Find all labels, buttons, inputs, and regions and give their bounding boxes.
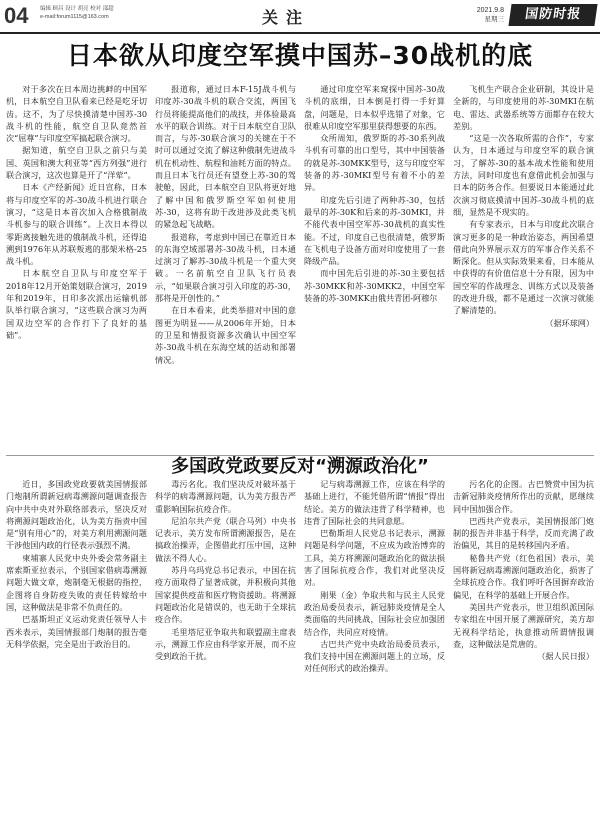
article1-body xyxy=(6,83,594,451)
paragraph: 据知道，航空自卫队之前只与美国、英国和澳大利亚等“西方列强”进行联合演习，这次也算是开了“洋荤”。 xyxy=(6,145,147,181)
article1-column-3 xyxy=(304,83,445,451)
section-title: 关注 xyxy=(262,8,311,27)
paragraph: 巴西共产党表示，美国情报部门炮制的报告并非基于科学，反而充满了政治偏见，其目的是转移国内矛盾。 xyxy=(453,515,594,551)
paragraph: 美国共产党表示，世卫组织派国际专家组在中国开展了溯源研究，美方却无视科学结论，执意推动所谓情报调查，这种做法是荒唐的。 xyxy=(453,601,594,649)
paragraph: 报道称，通过日本F-15J战斗机与印度苏-30战斗机的联合交流，两国飞行员将能提高他们的战技，并体验最高水平的联合训练。对于日本航空自卫队而言，与苏-30联合演习的关键在于不时可以通过交流了解这种俄制先进战斗机在机动性、航程和油耗方面的特点。而且日本飞行员还有望登上苏-30的驾驶舱，因此，日本航空自卫队将更好地了解中国和俄罗斯空军如何使用苏-30，这将有助于改进涉及此类飞机的紧急起飞战略。 xyxy=(155,84,296,230)
paragraph: 柬埔寨人民党中央外委会常务副主席索斯亚拉表示，个别国家借病毒溯源问题大做文章，炮制毫无根据的指控，企图将自身防疫失败的责任转嫁给中国，这种做法是非常不负责任的。 xyxy=(6,552,147,612)
paragraph: 近日，多国政党政要就美国情报部门炮制所谓新冠病毒溯源问题调查报告向中共中央对外联络部表示，坚决反对将溯源问题政治化，认为美方指责中国是“别有用心”的，对美方利用溯源问题干涉他国内政的行径表示强烈不满。 xyxy=(6,479,147,551)
page-number: 04 xyxy=(4,3,29,28)
paragraph: 苏丹乌玛党总书记表示，中国在抗疫方面取得了显著成就，并积极向其他国家提供疫苗和医疗物资援助。将溯源问题政治化是错误的，也无助于全球抗疫合作。 xyxy=(155,565,296,625)
paragraph: 众所周知，俄罗斯的苏-30系列战斗机有可靠的出口型号，其中中国装备的就是苏-30MKK型号，这与印度空军装备的苏-30MKI型号有着不小的差异。 xyxy=(304,133,445,193)
paragraph: 巴勒斯坦人民党总书记表示，溯源问题是科学问题，不应成为政治博弈的工具，美方将溯源问题政治化的做法损害了国际抗疫合作，我们对此坚决反对。 xyxy=(304,528,445,588)
paragraph: “这是一次各取所需的合作”，专家认为，日本通过与印度空军的联合演习，了解苏-30的基本战术性能和使用方法，同时印度也有意借此机会加强与日本的防务合作。但要说日本能通过此次演习彻底摸清中国苏-30战斗机的底细，显然是不现实的。 xyxy=(453,133,594,217)
paragraph: 毛里塔尼亚争取共和联盟副主席表示，溯源工作应由科学家开展，而不应受到政治干扰。 xyxy=(155,626,296,662)
paragraph: 有专家表示，日本与印度此次联合演习更多的是一种政治姿态，两国希望借此向外界展示双方的军事合作关系不断深化。但从实际效果来看，日本能从中获得的有价值信息十分有限，因为中国空军的作战理念、训练方式以及装备的改进升级，都不是通过一次演习就能了解清楚的。 xyxy=(453,219,594,316)
paragraph: 记与病毒溯源工作，应该在科学的基础上进行，不能凭借所谓“情报”得出结论。美方的做法违背了科学精神，也违背了国际社会的共同意愿。 xyxy=(304,479,445,526)
article1-byline: （据环球网） xyxy=(545,317,594,328)
paragraph: 印度先后引进了两种苏-30，包括最早的苏-30K和后来的苏-30MKI，并不能代表中国空军苏-30战机的真实性能。不过，印度自己也很清楚，俄罗斯在飞机电子设备方面对印度使用了一套降级产品。 xyxy=(304,194,445,267)
paragraph: 秘鲁共产党（红色祖国）表示，美国将新冠病毒溯源问题政治化，损害了全球抗疫合作。我们呼吁各国摒弃政治偏见，在科学的基础上开展合作。 xyxy=(453,552,594,600)
paragraph: 对于多次在日本周边挑衅的中国军机，日本航空自卫队看来已经是吃牙切齿。这不，为了尽快摸清楚中国苏-30战斗机的性能，航空自卫队竟然首次“屈尊”与印度空军搞起联合演习。 xyxy=(6,84,147,144)
paragraph: 飞机生产联合企业研制，其设计是全新的，与印度使用的苏-30MKI在航电、雷达、武器系统等方面都存在较大差别。 xyxy=(453,84,594,131)
paragraph: 在日本看来，此类举措对中国的意图更为明显——从2006年开始，日本的卫星和情报资源多次确认中国空军苏-30战斗机在东海空域的活动和部署情况。 xyxy=(155,305,296,365)
article2-column-2 xyxy=(155,478,296,823)
paragraph: 日本《产经新闻》近日宣称，日本将与印度空军的苏-30战斗机进行联合演习，“这是日本首次加入合格俄制战斗机参与的联合训练”。上次日本得以零距离接触先进的俄制战斗机，还得追溯到1976年从苏联叛逃的那架米格-25战斗机。 xyxy=(6,182,147,267)
editor-email: e-mail:forum1115@163.com xyxy=(40,14,109,20)
paragraph: 毒污名化。我们坚决反对破坏基于科学的病毒溯源问题，认为美方报告严重影响国际抗疫合作。 xyxy=(155,479,296,514)
article1-column-1 xyxy=(6,83,147,451)
article1-column-4 xyxy=(453,83,594,451)
editor-credits xyxy=(40,5,114,21)
issue-weekday: 星期三 xyxy=(484,15,504,23)
paragraph: 日本航空自卫队与印度空军于2018年12月开始策划联合演习，2019年和2019年，日印多次派出运输机部队举行联合演习，“这些联合演习为两国双边空军的合作打下了良好的基础”。 xyxy=(6,268,147,340)
paragraph: 尼泊尔共产党（联合马列）中央书记表示，美方发布所谓溯源报告，是在搞政治操弄，企图借此打压中国，这种做法不得人心。 xyxy=(155,515,296,563)
issue-date-block xyxy=(466,6,504,24)
article1-column-2 xyxy=(155,83,296,451)
article2-column-1 xyxy=(6,478,147,823)
article2-byline: （据人民日报） xyxy=(537,651,594,662)
paragraph: 报道称，考虑到中国已在靠近日本的东海空域部署苏-30战斗机，日本通过演习了解苏-30战斗机是一个重大突破。一名前航空自卫队飞行员表示，“如果联合演习引入印度的苏-30，那将是开创性的。” xyxy=(155,231,296,304)
article2-headline: 多国政党政要反对“溯源政治化” xyxy=(171,456,429,477)
editor-names: 编辑 顾昌 设计 胡亮 校对 邵超 xyxy=(40,6,114,12)
paragraph: 而中国先后引进的苏-30主要包括苏-30MKK和苏-30MKK2，中国空军装备的苏-30MKK由俄共青团-阿穆尔 xyxy=(304,268,445,304)
article1-headline: 日本欲从印度空军摸中国苏–30战机的底 xyxy=(66,41,534,70)
article2-column-3 xyxy=(304,478,445,823)
article2-body xyxy=(6,478,594,823)
issue-date: 2021.9.8 xyxy=(476,7,504,14)
masthead xyxy=(0,0,600,34)
paragraph: 刚果（金）争取共和与民主人民党政治局委员表示，新冠肺炎疫情是全人类面临的共同挑战，国际社会应加强团结合作，共同应对疫情。 xyxy=(304,589,445,637)
paragraph: 巴基斯坦正义运动党责任领导人卡西米表示，美国情报部门炮制的报告毫无科学依据，完全是出于政治目的。 xyxy=(6,614,147,649)
paragraph: 污名化的企图。古巴赞赏中国为抗击新冠肺炎疫情所作出的贡献，愿继续同中国加强合作。 xyxy=(453,479,594,514)
paragraph: 通过印度空军来窥探中国苏-30战斗机的底细，日本倒是打得一手好算盘，问题是，日本似乎选错了对象，它很难从印度空军那里获得想要的东西。 xyxy=(304,84,445,131)
paragraph: 古巴共产党中央政治局委员表示，我们支持中国在溯源问题上的立场，反对任何形式的政治操弄。 xyxy=(304,638,445,674)
article2-column-4 xyxy=(453,478,594,823)
newspaper-logo: 国防时报 xyxy=(508,4,597,26)
